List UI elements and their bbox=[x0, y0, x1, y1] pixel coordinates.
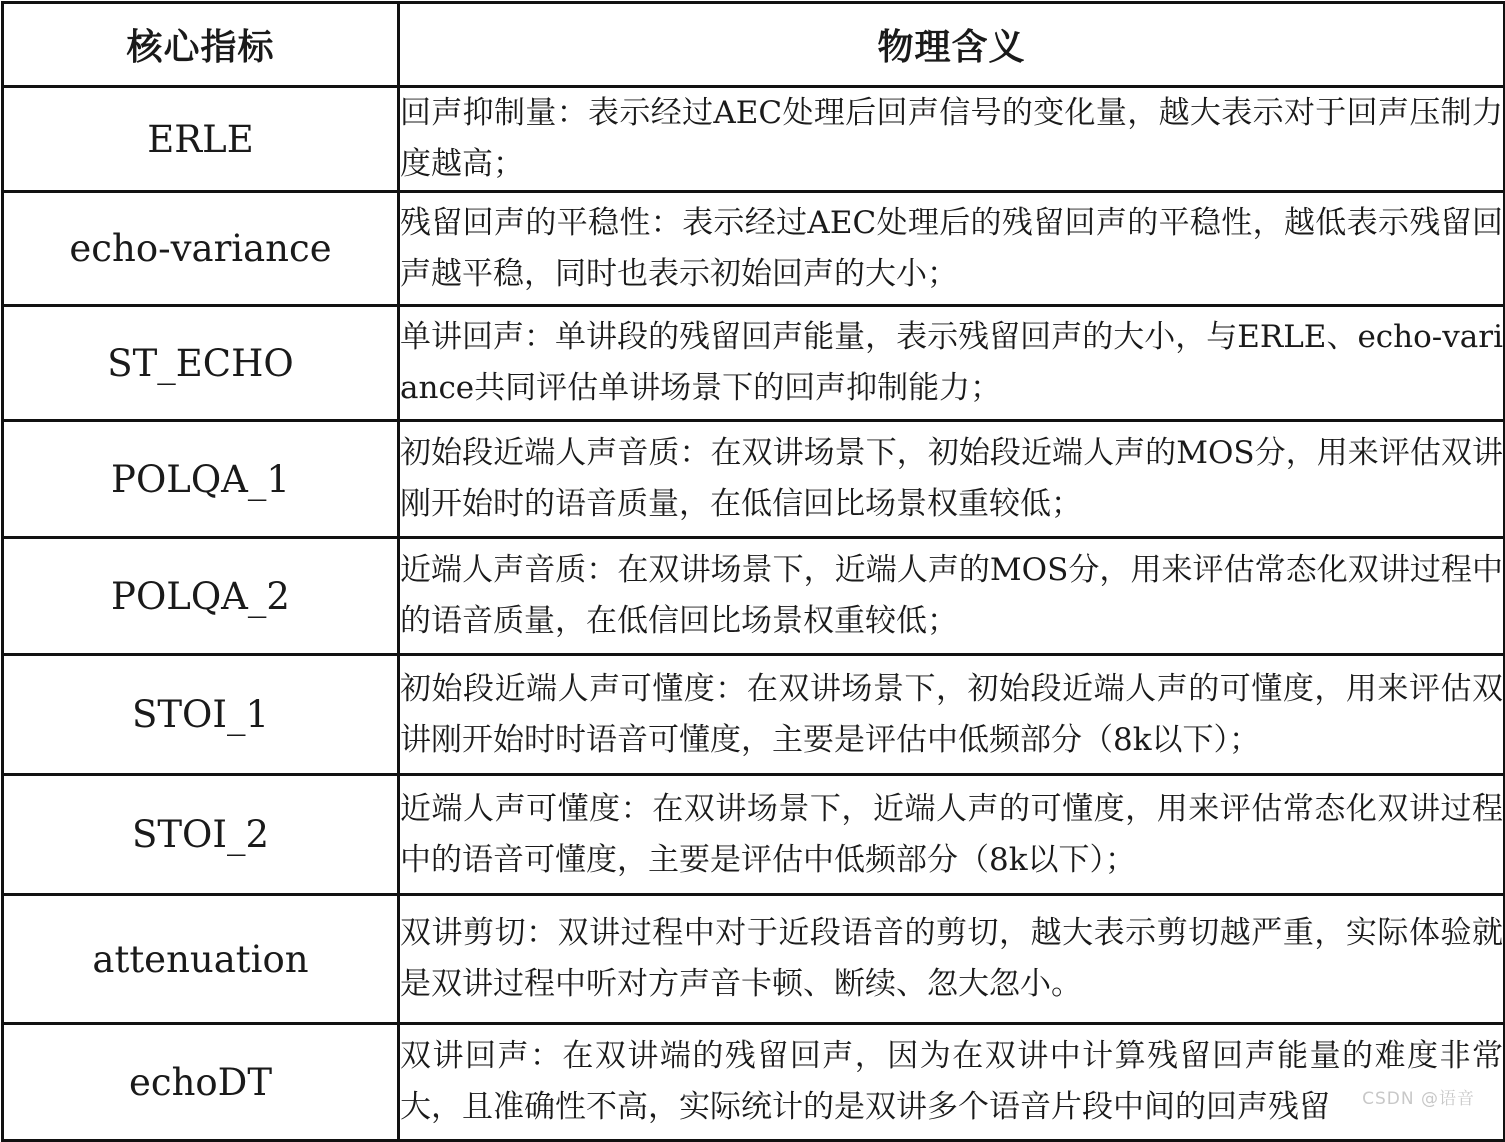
metric-name: echo-variance bbox=[3, 192, 399, 306]
metric-meaning: 双讲剪切：双讲过程中对于近段语音的剪切，越大表示剪切越严重，实际体验就是双讲过程中听对方声音卡顿、断续、忽大忽小。 bbox=[399, 895, 1505, 1024]
header-metric: 核心指标 bbox=[3, 3, 399, 87]
table-row bbox=[3, 87, 1505, 192]
table-row bbox=[3, 421, 1505, 538]
metric-meaning: 近端人声音质：在双讲场景下，近端人声的MOS分，用来评估常态化双讲过程中的语音质量，在低信回比场景权重较低； bbox=[399, 538, 1505, 655]
metric-meaning: 近端人声可懂度：在双讲场景下，近端人声的可懂度，用来评估常态化双讲过程中的语音可懂度，主要是评估中低频部分（8k以下）； bbox=[399, 775, 1505, 895]
metrics-table bbox=[1, 1, 1505, 1142]
metric-meaning: 回声抑制量：表示经过AEC处理后回声信号的变化量，越大表示对于回声压制力度越高； bbox=[399, 87, 1505, 192]
table-row bbox=[3, 775, 1505, 895]
table-row bbox=[3, 655, 1505, 775]
metric-name: ST_ECHO bbox=[3, 306, 399, 421]
table-row bbox=[3, 538, 1505, 655]
metric-name: STOI_2 bbox=[3, 775, 399, 895]
table-header-row bbox=[3, 3, 1505, 87]
metric-name: ERLE bbox=[3, 87, 399, 192]
metric-name: attenuation bbox=[3, 895, 399, 1024]
header-meaning: 物理含义 bbox=[399, 3, 1505, 87]
metric-meaning: 初始段近端人声可懂度：在双讲场景下，初始段近端人声的可懂度，用来评估双讲刚开始时时语音可懂度，主要是评估中低频部分（8k以下）； bbox=[399, 655, 1505, 775]
watermark: CSDN @语音 bbox=[1362, 1089, 1475, 1109]
metric-name: POLQA_2 bbox=[3, 538, 399, 655]
table-row bbox=[3, 306, 1505, 421]
table-row bbox=[3, 1024, 1505, 1141]
metric-name: POLQA_1 bbox=[3, 421, 399, 538]
table-row bbox=[3, 192, 1505, 306]
metric-meaning: 初始段近端人声音质：在双讲场景下，初始段近端人声的MOS分，用来评估双讲刚开始时的语音质量，在低信回比场景权重较低； bbox=[399, 421, 1505, 538]
metric-meaning: 残留回声的平稳性：表示经过AEC处理后的残留回声的平稳性，越低表示残留回声越平稳，同时也表示初始回声的大小； bbox=[399, 192, 1505, 306]
metric-name: echoDT bbox=[3, 1024, 399, 1141]
table-row bbox=[3, 895, 1505, 1024]
metric-name: STOI_1 bbox=[3, 655, 399, 775]
metric-meaning: 双讲回声：在双讲端的残留回声，因为在双讲中计算残留回声能量的难度非常大，且准确性不高，实际统计的是双讲多个语音片段中间的回声残留 bbox=[399, 1024, 1505, 1141]
metric-meaning: 单讲回声：单讲段的残留回声能量，表示残留回声的大小，与ERLE、echo-variance共同评估单讲场景下的回声抑制能力； bbox=[399, 306, 1505, 421]
